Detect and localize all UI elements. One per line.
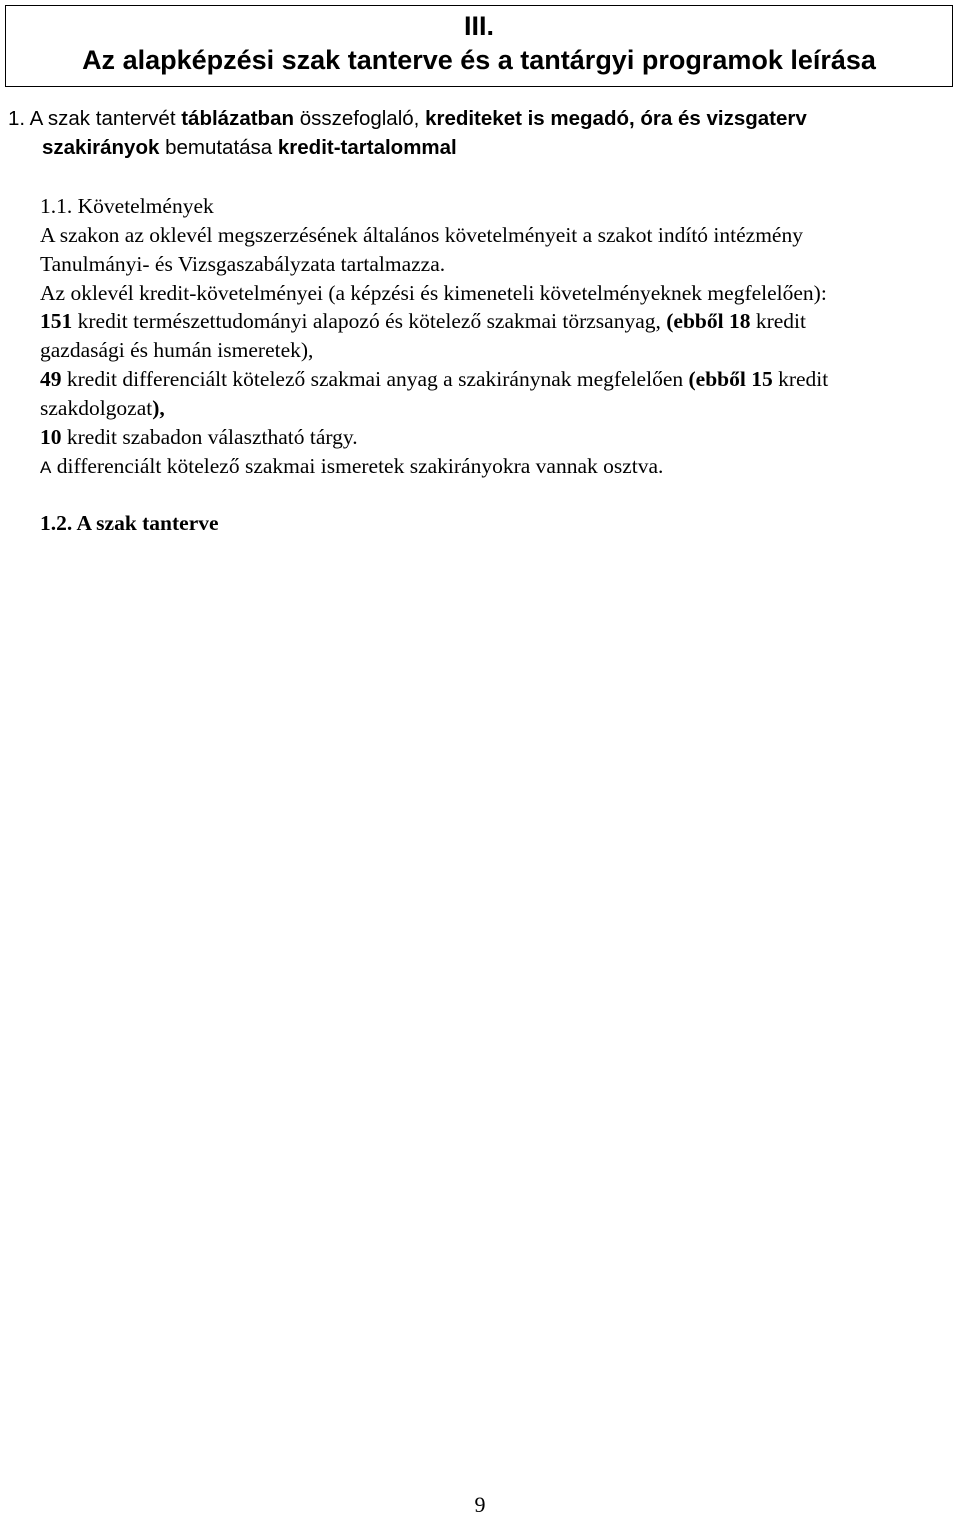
paragraph-line: Tanulmányi- és Vizsgaszabályzata tartalmazza.	[40, 252, 446, 276]
paragraph-line: szakdolgozat),	[40, 396, 165, 420]
section-roman-numeral: III.	[463, 11, 494, 41]
paragraph-line: A differenciált kötelező szakmai ismeretek szakirányokra vannak osztva.	[40, 454, 664, 478]
subsection-1-2-heading: 1.2. A szak tanterve	[40, 511, 219, 535]
paragraph-line: A szakon az oklevél megszerzésének általános követelményeit a szakot indító intézmény	[40, 223, 803, 247]
credit-requirement-151: 151 kredit természettudományi alapozó és kötelező szakmai törzsanyag, (ebből 18 kredit	[40, 309, 807, 333]
paragraph-line: gazdasági és humán ismeretek),	[40, 338, 314, 362]
paragraph-line: Az oklevél kredit-követelményei (a képzési és kimeneteli követelményeknek megfelelően):	[40, 281, 827, 305]
section-title: Az alapképzési szak tanterve és a tantárgyi programok leírása	[82, 45, 876, 75]
section-title-box	[5, 5, 953, 87]
credit-requirement-10: 10 kredit szabadon választható tárgy.	[40, 425, 358, 449]
subsection-1-heading-line-2: szakirányok bemutatása kredit-tartalommal	[42, 136, 457, 159]
page-number: 9	[474, 1492, 486, 1517]
subsection-1-heading-line-1: 1. A szak tantervét táblázatban összefoglaló, krediteket is megadó, óra és vizsgaterv	[8, 107, 807, 130]
credit-requirement-49: 49 kredit differenciált kötelező szakmai anyag a szakiránynak megfelelően (ebből 15 kredit	[40, 367, 829, 391]
subsection-1-1-heading: 1.1. Követelmények	[40, 194, 214, 218]
